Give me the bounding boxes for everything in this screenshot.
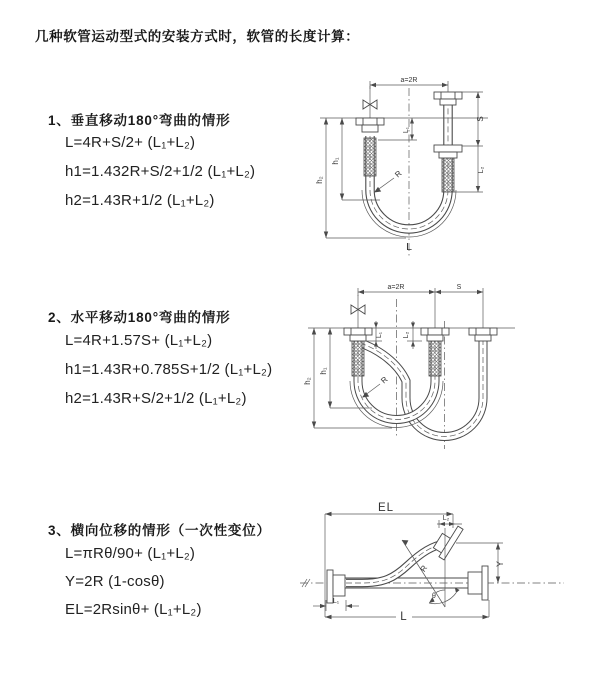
- d1-dim-l1-label: L₁: [403, 126, 410, 134]
- d3-dim-l2-label: L₂: [442, 515, 450, 522]
- section1-heading: 1、垂直移动180°弯曲的情形: [48, 113, 231, 128]
- d2-dim-a2r-label: a=2R: [387, 284, 405, 291]
- d1-length-label: L: [406, 241, 412, 253]
- d1-radius-arrow: [374, 169, 404, 193]
- section2-heading: 2、水平移动180°弯曲的情形: [48, 310, 231, 325]
- d2-dim-s: [435, 284, 483, 328]
- page-title: 几种软管运动型式的安装方式时，软管的长度计算：: [35, 29, 360, 44]
- d1-dim-l2: [454, 146, 485, 192]
- d3-dim-l: [325, 600, 489, 623]
- d1-left-flange: [356, 118, 384, 132]
- d1-braid-left: [364, 138, 376, 176]
- d2-dim-s-label: S: [456, 284, 462, 291]
- d2-radius-arrow: [362, 375, 390, 398]
- section3-formula-l: L=πRθ/90+ (L₁+L₂): [65, 545, 196, 562]
- d1-right-flange-top: [434, 92, 462, 105]
- d3-dim-el-label: EL: [377, 502, 395, 514]
- section3-formula-y: Y=2R (1-cosθ): [65, 573, 165, 590]
- d1-dim-l2-label: L₂: [478, 166, 485, 174]
- section3-formula-el: EL=2Rsinθ+ (L₁+L₂): [65, 601, 202, 618]
- section1-formula-l: L=4R+S/2+ (L₁+L₂): [65, 134, 196, 151]
- d2-dim-h2-label: h₂: [303, 377, 312, 385]
- d1-dim-s: [462, 92, 485, 146]
- d1-dim-h2: [315, 118, 406, 238]
- d2-dim-l1-label: L₁: [376, 331, 383, 339]
- d1-right-flange-bottom: [434, 145, 462, 158]
- section2-formula-l: L=4R+1.57S+ (L₁+L₂): [65, 332, 213, 349]
- d1-dim-h1-label: h₁: [331, 157, 340, 165]
- d3-dim-l1-label: L₁: [332, 598, 340, 605]
- d1-dim-h2-label: h₂: [315, 176, 324, 184]
- section1-formula-h2: h2=1.43R+1/2 (L₁+L₂): [65, 192, 215, 209]
- d2-braid-middle: [429, 341, 441, 376]
- d2-radius-label: R: [379, 374, 390, 386]
- d2-right-flange: [469, 328, 497, 341]
- d2-braid-left: [352, 341, 364, 376]
- d2-dim-h1-label: h₁: [319, 367, 328, 375]
- diagram-lateral-displacement: [296, 498, 598, 658]
- d2-left-flange: [344, 328, 372, 341]
- d3-right-flange: [468, 566, 488, 600]
- d3-dim-l1: [313, 598, 359, 611]
- d1-radius-label: R: [393, 168, 404, 180]
- d3-radius-label: R: [418, 563, 430, 574]
- d2-dim-l2-label: L₂: [403, 331, 410, 339]
- d1-braid-right: [442, 158, 454, 192]
- section2-formula-h2: h2=1.43R+S/2+1/2 (L₁+L₂): [65, 390, 247, 407]
- d3-hose-displaced: [346, 543, 446, 583]
- diagram-horizontal-180-bend: [300, 281, 598, 456]
- d2-hose-displaced: [360, 341, 483, 437]
- d3-angle-label: θ: [432, 593, 436, 600]
- diagram-vertical-180-bend: [312, 66, 594, 264]
- d3-dim-y-label: Y: [495, 560, 505, 568]
- d1-dim-a2r-label: a=2R: [400, 77, 418, 84]
- section2-formula-h1: h1=1.43R+0.785S+1/2 (L₁+L₂): [65, 361, 273, 378]
- section3-heading: 3、横向位移的情形（一次性变位）: [48, 523, 271, 538]
- d2-dim-l2: [403, 321, 422, 349]
- d1-dim-s-label: S: [476, 116, 485, 122]
- section1-formula-h1: h1=1.432R+S/2+1/2 (L₁+L₂): [65, 163, 256, 180]
- d3-dim-l-label: L: [400, 611, 408, 623]
